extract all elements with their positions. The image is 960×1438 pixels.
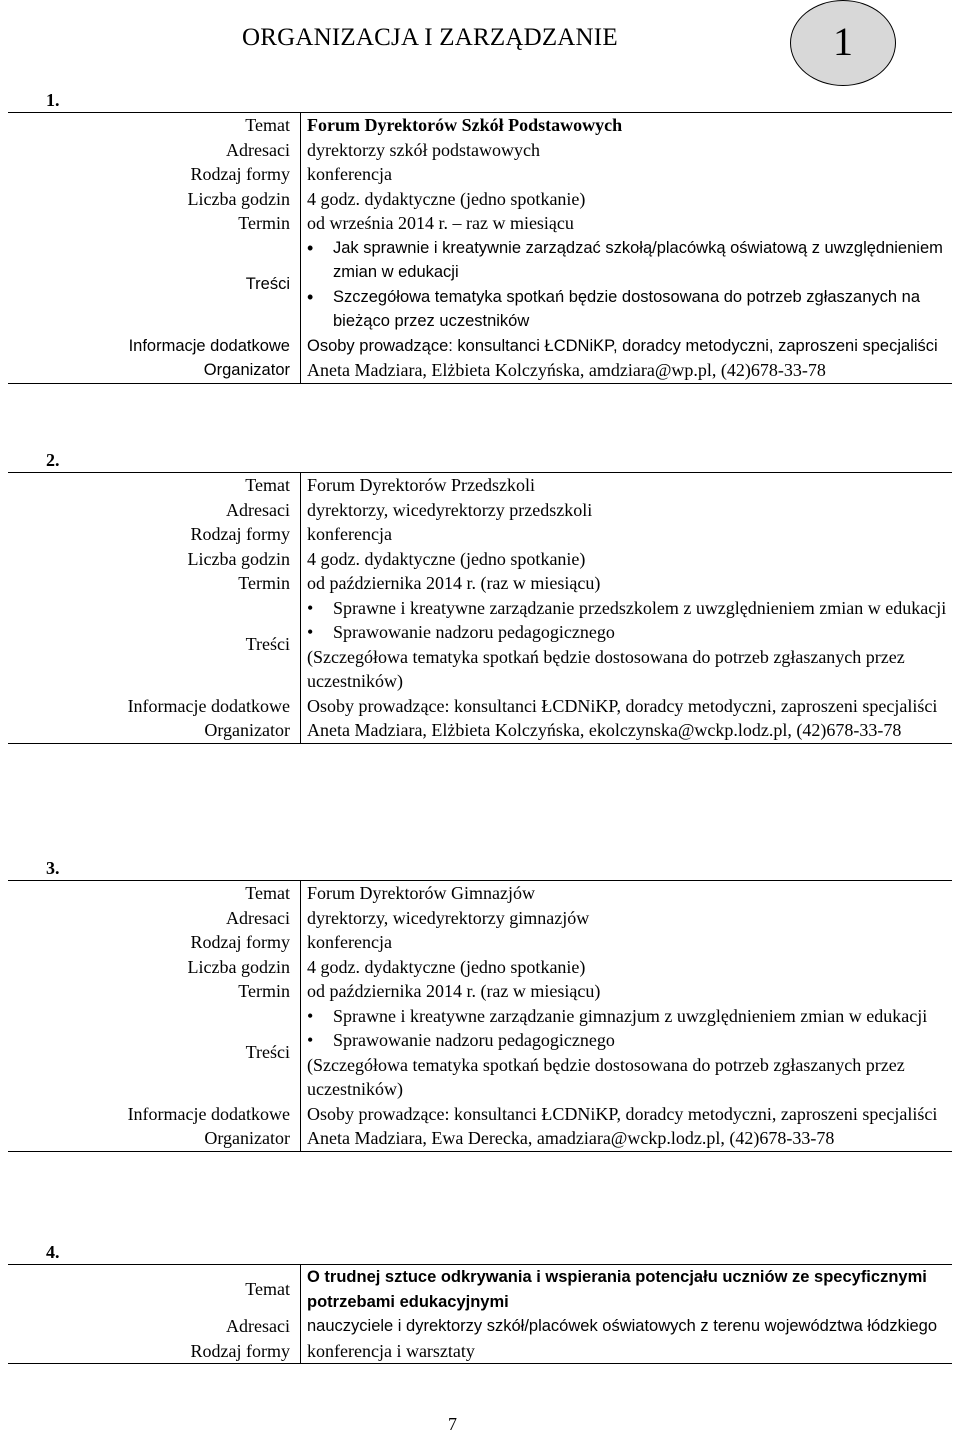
- section-number: 4.: [46, 1242, 60, 1262]
- value-tresci: [301, 1004, 953, 1102]
- value-rodzaj-formy: konferencja: [307, 524, 392, 544]
- label-adresaci: Adresaci: [8, 498, 301, 523]
- label-liczba-godzin: Liczba godzin: [8, 187, 301, 212]
- label-temat: Temat: [8, 113, 301, 138]
- page-title: ORGANIZACJA I ZARZĄDZANIE: [242, 24, 618, 51]
- value-temat: Forum Dyrektorów Szkół Podstawowych: [301, 113, 953, 138]
- value-temat: Forum Dyrektorów Przedszkoli: [301, 473, 953, 498]
- tresci-item: • Sprawne i kreatywne zarządzanie gimnazjum z uwzględnieniem zmian w edukacji: [307, 1004, 948, 1029]
- tresci-item: • Szczegółowa tematyka spotkań będzie dostosowana do potrzeb zgłaszanych na bieżąco przez uczestników: [307, 285, 948, 334]
- event-table: [8, 1264, 952, 1364]
- label-temat: Temat: [8, 881, 301, 906]
- section-number: 1.: [46, 90, 60, 110]
- value-informacje-dodatkowe: Osoby prowadzące: konsultanci ŁCDNiKP, doradcy metodyczni, zaproszeni specjaliści: [307, 695, 938, 716]
- label-temat: Temat: [8, 1265, 301, 1315]
- label-termin: Termin: [8, 571, 301, 596]
- label-liczba-godzin: Liczba godzin: [8, 547, 301, 572]
- tresci-item: • Sprawowanie nadzoru pedagogicznego: [307, 1028, 948, 1053]
- label-tresci: Treści: [8, 596, 301, 694]
- page-number: 7: [448, 1414, 457, 1434]
- value-liczba-godzin: 4 godz. dydaktyczne (jedno spotkanie): [307, 548, 586, 569]
- label-adresaci: Adresaci: [8, 906, 301, 931]
- value-rodzaj-formy: konferencja: [307, 932, 392, 952]
- value-organizator: Aneta Madziara, Elżbieta Kolczyńska, ekolczynska@wckp.lodz.pl, (42)678-33-78: [301, 718, 953, 743]
- label-organizator: Organizator: [8, 718, 301, 743]
- value-organizator: Aneta Madziara, Elżbieta Kolczyńska, amdziara@wp.pl, (42)678-33-78: [301, 358, 953, 383]
- value-temat: Forum Dyrektorów Gimnazjów: [301, 881, 953, 906]
- label-informacje-dodatkowe: Informacje dodatkowe: [8, 694, 301, 719]
- label-termin: Termin: [8, 979, 301, 1004]
- value-informacje-dodatkowe: Osoby prowadzące: konsultanci ŁCDNiKP, doradcy metodyczni, zaproszeni specjaliści: [307, 1103, 938, 1124]
- label-organizator: Organizator: [8, 358, 301, 383]
- tresci-item: • Sprawowanie nadzoru pedagogicznego: [307, 620, 948, 645]
- value-liczba-godzin: 4 godz. dydaktyczne (jedno spotkanie): [307, 956, 586, 977]
- label-tresci: Treści: [8, 236, 301, 334]
- tresci-note: (Szczegółowa tematyka spotkań będzie dostosowana do potrzeb zgłaszanych przez uczestników): [307, 1054, 905, 1099]
- tresci-item: • Sprawne i kreatywne zarządzanie przedszkolem z uwzględnieniem zmian w edukacji: [307, 596, 948, 621]
- label-informacje-dodatkowe: Informacje dodatkowe: [8, 1102, 301, 1127]
- value-termin: od września 2014 r. – raz w miesiącu: [307, 213, 574, 233]
- value-adresaci: nauczyciele i dyrektorzy szkół/placówek oświatowych z terenu województwa łódzkiego: [307, 1317, 938, 1335]
- event-table: [8, 472, 952, 744]
- value-adresaci: dyrektorzy, wicedyrektorzy przedszkoli: [307, 499, 593, 520]
- label-rodzaj-formy: Rodzaj formy: [8, 930, 301, 955]
- section-number: 3.: [46, 858, 60, 878]
- value-informacje-dodatkowe: Osoby prowadzące: konsultanci ŁCDNiKP, doradcy metodyczni, zaproszeni specjaliści: [307, 336, 938, 355]
- label-tresci: Treści: [8, 1004, 301, 1102]
- label-termin: Termin: [8, 211, 301, 236]
- label-rodzaj-formy: Rodzaj formy: [8, 522, 301, 547]
- label-rodzaj-formy: Rodzaj formy: [8, 162, 301, 187]
- value-termin: od października 2014 r. (raz w miesiącu): [307, 573, 601, 593]
- value-adresaci: dyrektorzy szkół podstawowych: [307, 139, 540, 160]
- label-organizator: Organizator: [8, 1126, 301, 1151]
- value-rodzaj-formy: konferencja i warsztaty: [301, 1339, 953, 1364]
- tresci-item: • Jak sprawnie i kreatywnie zarządzać szkołą/placówką oświatową z uwzględnieniem zmian w edukacji: [307, 236, 948, 285]
- value-rodzaj-formy: konferencja: [307, 164, 392, 184]
- value-tresci: [301, 236, 953, 334]
- value-tresci: [301, 596, 953, 694]
- value-liczba-godzin: 4 godz. dydaktyczne (jedno spotkanie): [307, 188, 586, 209]
- event-table: [8, 880, 952, 1152]
- value-organizator: Aneta Madziara, Ewa Derecka, amadziara@wckp.lodz.pl, (42)678-33-78: [301, 1126, 953, 1151]
- label-rodzaj-formy: Rodzaj formy: [8, 1339, 301, 1364]
- label-liczba-godzin: Liczba godzin: [8, 955, 301, 980]
- event-table: [8, 112, 952, 384]
- label-adresaci: Adresaci: [8, 138, 301, 163]
- value-adresaci: dyrektorzy, wicedyrektorzy gimnazjów: [307, 907, 590, 928]
- label-temat: Temat: [8, 473, 301, 498]
- section-number: 2.: [46, 450, 60, 470]
- value-temat: O trudnej sztuce odkrywania i wspierania potencjału uczniów ze specyficznymi potrzebami edukacyjnymi: [301, 1265, 953, 1315]
- value-termin: od października 2014 r. (raz w miesiącu): [307, 981, 601, 1001]
- chapter-number-badge: 1: [790, 0, 896, 86]
- label-informacje-dodatkowe: Informacje dodatkowe: [8, 334, 301, 359]
- tresci-note: (Szczegółowa tematyka spotkań będzie dostosowana do potrzeb zgłaszanych przez uczestników): [307, 646, 905, 691]
- label-adresaci: Adresaci: [8, 1314, 301, 1339]
